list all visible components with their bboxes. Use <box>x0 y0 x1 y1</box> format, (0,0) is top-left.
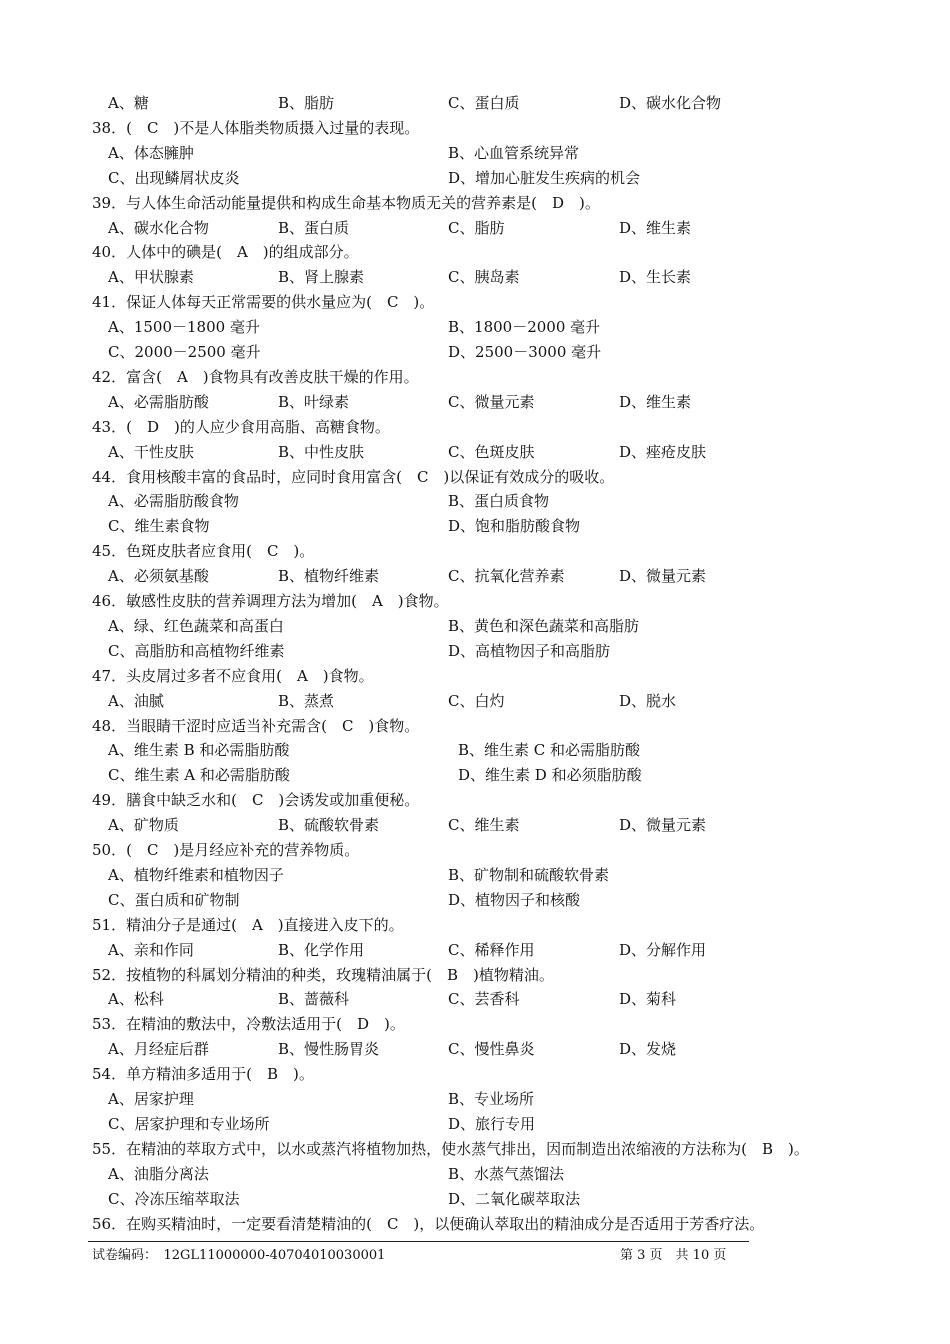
option-c: C、慢性鼻炎 <box>448 1040 535 1059</box>
option-right: B、1800－2000 毫升 <box>448 318 601 337</box>
question-text: 51．精油分子是通过( A )直接进入皮下的。 <box>92 915 404 934</box>
option-left: A、绿、红色蔬菜和高蛋白 <box>108 616 284 635</box>
question-line <box>0 1212 950 1237</box>
option-d: D、维生素 <box>619 392 692 411</box>
option-right: B、专业场所 <box>448 1090 535 1108</box>
question-line <box>0 365 950 390</box>
question-text: 42．富含( A )食物具有改善皮肤干燥的作用。 <box>92 367 419 386</box>
question-line <box>0 913 950 938</box>
options-line <box>0 1187 950 1212</box>
option-d: D、脱水 <box>619 691 677 710</box>
option-b: B、植物纤维素 <box>278 567 380 586</box>
option-d: D、菊科 <box>619 990 677 1009</box>
option-right: B、蛋白质食物 <box>448 492 550 511</box>
option-d: D、维生素 <box>619 218 692 237</box>
options-line <box>0 440 950 465</box>
question-text: 44．食用核酸丰富的食品时，应同时食用富含( C )以保证有效成分的吸收。 <box>92 467 615 486</box>
option-a: A、糖 <box>108 94 149 112</box>
option-b: B、肾上腺素 <box>278 268 365 287</box>
options-line <box>0 564 950 589</box>
options-line <box>0 1087 950 1112</box>
options-line <box>0 265 950 290</box>
options-line <box>0 639 950 664</box>
option-left: C、蛋白质和矿物制 <box>108 890 240 909</box>
option-b: B、慢性肠胃炎 <box>278 1040 380 1059</box>
option-left: C、高脂肪和高植物纤维素 <box>108 641 285 660</box>
option-right: D、饱和脂肪酸食物 <box>448 517 581 536</box>
options-line <box>0 340 950 365</box>
option-a: A、必须氨基酸 <box>108 567 209 586</box>
question-text: 55．在精油的萃取方式中，以水或蒸汽将植物加热，使水蒸气排出，因而制造出浓缩液的方法称为( B )。 <box>92 1139 809 1158</box>
question-text: 38．( C )不是人体脂类物质摄入过量的表现。 <box>92 118 420 137</box>
option-d: D、分解作用 <box>619 940 707 959</box>
option-left: A、油脂分离法 <box>108 1164 209 1183</box>
options-line <box>0 1112 950 1137</box>
options-line <box>0 987 950 1012</box>
options-line <box>0 863 950 888</box>
option-b: B、脂肪 <box>278 94 335 112</box>
option-left: A、体态臃肿 <box>108 143 194 162</box>
question-line <box>0 415 950 440</box>
option-left: C、维生素食物 <box>108 517 210 536</box>
options-line <box>0 315 950 340</box>
option-right: B、维生素 C 和必需脂肪酸 <box>458 741 641 760</box>
option-left: C、维生素 A 和必需脂肪酸 <box>108 766 290 785</box>
option-c: C、白灼 <box>448 691 505 710</box>
option-right: D、增加心脏发生疾病的机会 <box>448 168 641 187</box>
question-text: 50．( C )是月经应补充的营养物质。 <box>92 841 360 859</box>
option-right: D、二氧化碳萃取法 <box>448 1189 581 1208</box>
option-left: A、必需脂肪酸食物 <box>108 492 239 511</box>
option-c: C、蛋白质 <box>448 94 520 112</box>
question-text: 40．人体中的碘是( A )的组成部分。 <box>92 243 359 262</box>
option-left: C、冷冻压缩萃取法 <box>108 1189 240 1208</box>
question-line <box>0 1012 950 1037</box>
option-right: B、心血管系统异常 <box>448 143 580 162</box>
option-d: D、碳水化合物 <box>619 94 722 112</box>
options-line <box>0 489 950 514</box>
question-line <box>0 664 950 689</box>
question-line <box>0 1062 950 1087</box>
question-text: 46．敏感性皮肤的营养调理方法为增加( A )食物。 <box>92 592 449 610</box>
option-d: D、痤疮皮肤 <box>619 442 707 461</box>
options-line <box>0 514 950 539</box>
option-a: A、松科 <box>108 990 164 1009</box>
page-number: 第 3 页 共 10 页 <box>620 1248 727 1263</box>
options-line <box>0 763 950 788</box>
question-line <box>0 290 950 315</box>
option-b: B、硫酸软骨素 <box>278 816 380 835</box>
option-c: C、芸香科 <box>448 990 520 1009</box>
options-line <box>0 166 950 191</box>
option-left: A、植物纤维素和植物因子 <box>108 865 284 884</box>
options-line <box>0 813 950 838</box>
option-d: D、生长素 <box>619 268 692 287</box>
question-text: 47．头皮屑过多者不应食用( A )食物。 <box>92 666 374 685</box>
option-b: B、蔷薇科 <box>278 990 350 1009</box>
options-line <box>0 390 950 415</box>
question-line <box>0 963 950 988</box>
option-c: C、维生素 <box>448 816 520 835</box>
option-b: B、叶绿素 <box>278 392 350 411</box>
option-b: B、蛋白质 <box>278 218 350 237</box>
option-c: C、胰岛素 <box>448 268 520 287</box>
options-line <box>0 614 950 639</box>
question-text: 39．与人体生命活动能量提供和构成生命基本物质无关的营养素是( D )。 <box>92 193 600 212</box>
question-line <box>0 838 950 863</box>
question-line <box>0 116 950 141</box>
option-right: D、高植物因子和高脂肪 <box>448 641 611 660</box>
option-right: B、水蒸气蒸馏法 <box>448 1164 565 1183</box>
question-text: 52．按植物的科属划分精油的种类，玫瑰精油属于( B )植物精油。 <box>92 965 554 984</box>
option-left: C、出现鳞屑状皮炎 <box>108 168 240 187</box>
options-line <box>0 689 950 714</box>
option-right: D、维生素 D 和必须脂肪酸 <box>458 766 642 785</box>
options-line <box>0 141 950 166</box>
option-a: A、甲状腺素 <box>108 268 194 287</box>
option-left: C、居家护理和专业场所 <box>108 1114 270 1133</box>
option-right: B、黄色和深色蔬菜和高脂肪 <box>448 616 640 635</box>
option-left: C、2000－2500 毫升 <box>108 343 261 361</box>
question-text: 48．当眼睛干涩时应适当补充需含( C )食物。 <box>92 716 420 735</box>
option-a: A、碳水化合物 <box>108 218 209 237</box>
option-left: A、维生素 B 和必需脂肪酸 <box>108 741 290 760</box>
option-a: A、油腻 <box>108 691 164 710</box>
options-line <box>0 91 950 116</box>
option-a: A、矿物质 <box>108 816 179 835</box>
option-left: A、居家护理 <box>108 1090 194 1108</box>
footer-divider <box>88 1241 749 1242</box>
question-text: 45．色斑皮肤者应食用( C )。 <box>92 542 315 561</box>
question-line <box>0 714 950 739</box>
question-line <box>0 788 950 813</box>
option-a: A、月经症后群 <box>108 1040 209 1059</box>
option-c: C、稀释作用 <box>448 940 535 959</box>
option-d: D、微量元素 <box>619 816 707 835</box>
question-text: 41．保证人体每天正常需要的供水量应为( C )。 <box>92 293 435 312</box>
option-c: C、抗氧化营养素 <box>448 567 565 586</box>
exam-code: 试卷编码： 12GL11000000-40704010030001 <box>92 1248 386 1263</box>
options-line <box>0 888 950 913</box>
question-line <box>0 465 950 490</box>
question-text: 53．在精油的敷法中，冷敷法适用于( D )。 <box>92 1015 405 1034</box>
question-text: 56．在购买精油时，一定要看清楚精油的( C )，以便确认萃取出的精油成分是否适用于芳香疗法。 <box>92 1214 765 1233</box>
option-right: D、植物因子和核酸 <box>448 890 581 909</box>
option-c: C、微量元素 <box>448 392 535 411</box>
option-right: D、旅行专用 <box>448 1114 536 1133</box>
option-a: A、亲和作同 <box>108 940 194 959</box>
options-line <box>0 216 950 241</box>
option-d: D、微量元素 <box>619 567 707 586</box>
options-line <box>0 738 950 763</box>
option-right: B、矿物制和硫酸软骨素 <box>448 865 610 884</box>
question-text: 43．( D )的人应少食用高脂、高糖食物。 <box>92 417 390 436</box>
option-c: C、脂肪 <box>448 218 505 237</box>
question-text: 54．单方精油多适用于( B )。 <box>92 1065 314 1084</box>
question-text: 49．膳食中缺乏水和( C )会诱发或加重便秘。 <box>92 791 420 810</box>
option-d: D、发烧 <box>619 1040 677 1059</box>
question-line <box>0 589 950 614</box>
option-c: C、色斑皮肤 <box>448 442 535 461</box>
options-line <box>0 938 950 963</box>
option-right: D、2500－3000 毫升 <box>448 343 602 361</box>
option-b: B、蒸煮 <box>278 691 335 710</box>
question-line <box>0 240 950 265</box>
options-line <box>0 1037 950 1062</box>
option-left: A、1500－1800 毫升 <box>108 318 260 337</box>
question-line <box>0 1137 950 1162</box>
option-a: A、必需脂肪酸 <box>108 392 209 411</box>
option-a: A、干性皮肤 <box>108 442 194 461</box>
question-line <box>0 539 950 564</box>
option-b: B、中性皮肤 <box>278 442 365 461</box>
question-line <box>0 191 950 216</box>
options-line <box>0 1162 950 1187</box>
option-b: B、化学作用 <box>278 940 365 959</box>
